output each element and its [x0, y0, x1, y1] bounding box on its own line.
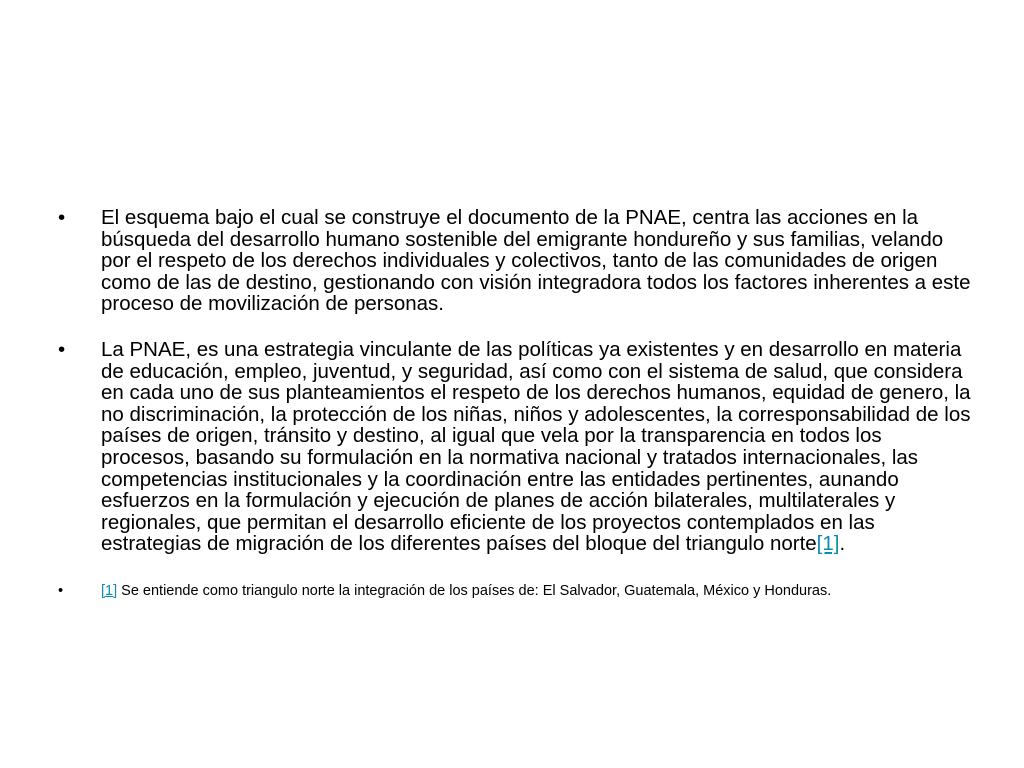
- bullet-marker: •: [58, 206, 66, 229]
- bullet-pnae-scheme: [58, 207, 973, 315]
- bullet-pnae-strategy: [58, 339, 973, 555]
- paragraph-tail: .: [839, 532, 846, 556]
- footnote-backref-link[interactable]: [1]: [101, 582, 118, 599]
- bullet-marker: •: [58, 582, 64, 599]
- bullet-list: [58, 207, 973, 600]
- bullet-marker: •: [58, 337, 66, 361]
- bullet-footnote: [58, 582, 973, 600]
- paragraph-text: El esquema bajo el cual se construye el documento de la PNAE, centra las acciones en la búsqueda del desarrollo humano sostenible del emigrante hondureño y sus familias, velando por el respeto de los derechos individuales y colectivos, tanto de las comunidades de origen como de las de destino, gestionando con visión integradora todos los factores inherentes a este proceso de movilización de personas.: [101, 206, 971, 316]
- footnote-text: Se entiende como triangulo norte la integración de los países de: El Salvador, Guatemala, México y Honduras.: [117, 582, 832, 599]
- paragraph-text: La PNAE, es una estrategia vinculante de las políticas ya existentes y en desarrollo en materia de educación, empleo, juventud, y seguridad, así como con el sistema de salud, que considera en cada uno de sus planteamientos el respeto de los derechos humanos, equidad de genero, la no discriminación, la protección de los niñas, niños y adolescentes, la corresponsabilidad de los países de origen, tránsito y destino, al igual que vela por la transparencia en todos los procesos, basando su formulación en la normativa nacional y tratados internacionales, las competencias institucionales y la coordinación entre las entidades pertinentes, aunando esfuerzos en la formulación y ejecución de planes de acción bilaterales, multilaterales y regionales, que permitan el desarrollo eficiente de los proyectos contemplados en las estrategias de migración de los diferentes países del bloque del triangulo norte: [101, 337, 971, 556]
- footnote-ref-link[interactable]: [1]: [816, 532, 840, 556]
